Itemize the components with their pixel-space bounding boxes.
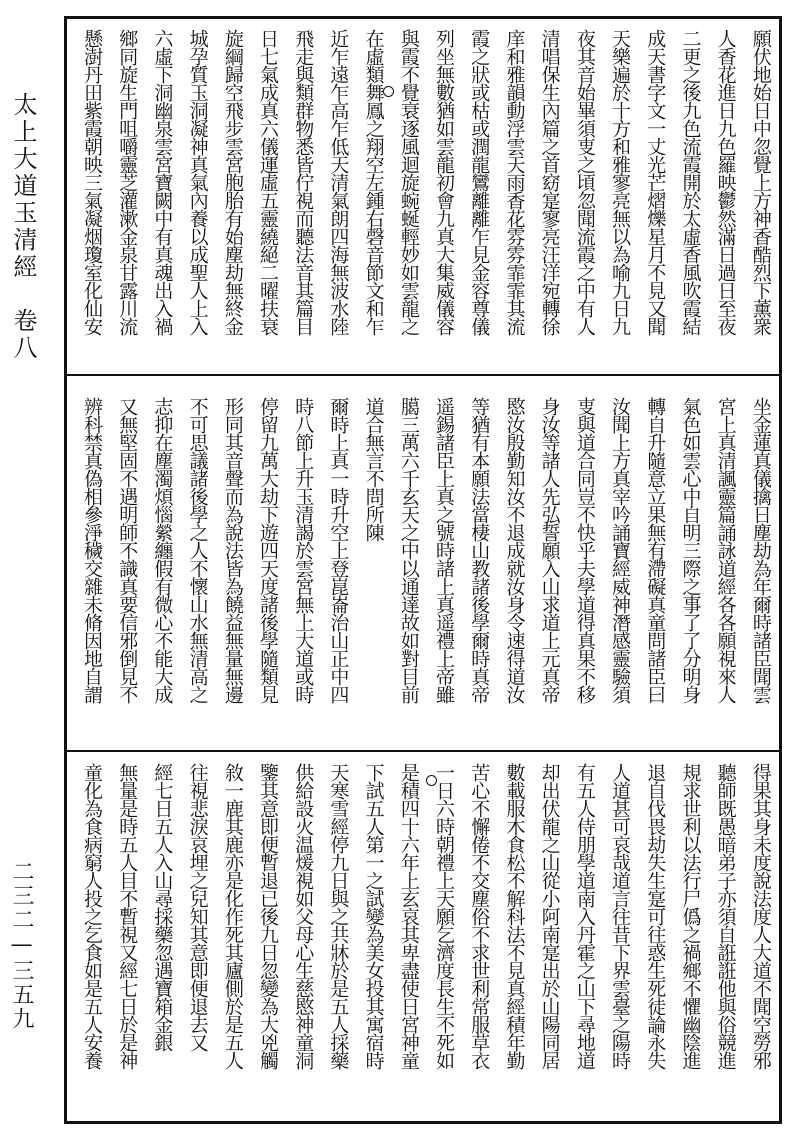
register-divider <box>67 374 779 376</box>
text-column: 却出伏龍之山從小阿南寔出於山陽同居 <box>538 763 561 1069</box>
text-column: 成天書字文一丈光芒熠爍星月不見又聞 <box>644 29 667 335</box>
text-column: 是積四十六年上玄哀其卑盡使日宮神童 <box>397 763 420 1069</box>
text-column: 道合無言不問所陳 <box>362 397 385 541</box>
text-column: 臈三萬六千玄天之中以通達故如對目前 <box>397 397 420 703</box>
text-register-bottom <box>77 763 773 1119</box>
margin-title: 太上大道玉清經 卷八 <box>9 92 37 362</box>
text-register-top <box>77 29 773 367</box>
text-column: 規求世利以法行尸僞之禍鄉不懼幽陰進 <box>679 763 702 1069</box>
text-column: 下試五人第一之試變為美女投其寓宿時 <box>362 763 385 1069</box>
text-column: 在虛類舞鳳之翔空左鍾右磬音節文和乍 <box>362 29 385 335</box>
text-column: 退自伐畏劫失生寔可往惑生死徒論永失 <box>644 763 667 1069</box>
text-column: 愍汝殷勤知汝不退成就汝身令速得道汝 <box>503 397 526 703</box>
text-column: 遥錫諸臣上真之號時諸上真遥禮上帝雖 <box>433 397 456 703</box>
text-column: 清唱保生內篇之首窈寔寥亮汪洋宛轉徐 <box>538 29 561 335</box>
text-column: 六虛下洞幽泉雲宮寶闕中有真魂出入禍 <box>151 29 174 335</box>
text-column: 鄉同旋生門咀嚼靈芝灌漱金泉甘露川流 <box>116 29 139 335</box>
text-column: 形同其音聲而為說法皆為饒益無量無邊 <box>221 397 244 703</box>
text-column: 往視悲淚哀埋之兒知其意即便退去又 <box>186 763 209 1051</box>
text-column: 停留九萬大劫下遊四天度諸後學隨類見 <box>257 397 280 703</box>
text-column: 汝聞上方真宰吟誦寶經威神潛感靈驗須 <box>609 397 632 703</box>
text-column: 與霞不覺衰逐風迴旋蜿蜒輕妙如雲龍之 <box>397 29 420 335</box>
text-column: 日七氣成真六儀運虛五靈繞絕二曜扶衰 <box>257 29 280 335</box>
text-column: 城孕質玉洞凝神真氣內養以成聖人上入 <box>186 29 209 335</box>
text-column: 天樂遍於十方和雅寥亮無以為喻九日九 <box>609 29 632 335</box>
text-column: 二更之後九色流霞開於太虛香風吹霞結 <box>679 29 702 335</box>
text-column: 願伏地始日中忽覺上方神香酷烈下薰衆 <box>749 29 772 335</box>
text-column: 氣色如雲心中自明三際之事了了分明身 <box>679 397 702 703</box>
text-column: 叓與道合同豈不快乎夫學道得真果不移 <box>573 397 596 703</box>
text-column: 有五人侍朋學道南入丹霍之山下尋地道 <box>573 763 596 1069</box>
text-column: 不可思議諸後學之人不懷山水無清高之 <box>186 397 209 703</box>
text-column: 敘一鹿其鹿亦是化作死其廬側於是五人 <box>221 763 244 1069</box>
text-column: 辨科禁真偽相參淨穢交雜未脩因地自謂 <box>81 397 103 703</box>
circle-mark <box>426 775 437 786</box>
page-number: 二三二—三五九 <box>9 860 34 1031</box>
text-register-middle <box>77 397 773 743</box>
text-column: 聽師既愚暗弟子亦須自誑誑他與俗競進 <box>714 763 737 1069</box>
text-column: 得果其身未度說法度人大道不聞空勞邪 <box>749 763 772 1069</box>
text-column: 人香花進日九色羅映鬱然滿日過日至夜 <box>714 29 737 335</box>
text-column: 時八節上升玉清謁於雲宮無上大道或時 <box>292 397 315 703</box>
text-column: 夜其音始畢須叓之頃忽聞流霞之中有人 <box>573 29 596 335</box>
text-column: 供給設火温煖視如父母心生慈愍神童洞 <box>292 763 315 1069</box>
text-column: 一日六時朝禮上天願乞濟度長生不死如 <box>433 763 456 1069</box>
text-column: 無量是時五人目不暫視又經七日於是神 <box>116 763 139 1069</box>
register-divider <box>67 750 779 752</box>
text-column: 人道甚可哀哉道言往昔下界雲臺之陽時 <box>609 763 632 1069</box>
text-column: 身汝等諸人先弘誓願入山求道上元真帝 <box>538 397 561 703</box>
text-column: 轉自升隨意立果無有滯礙真童問諸臣曰 <box>644 397 667 703</box>
text-column: 爾時上真一時升空上登崑崙治山正中四 <box>327 397 350 703</box>
text-column: 志抑在塵濁煩惱縈纏假有微心不能大成 <box>151 397 174 703</box>
text-column: 又無堅固不遇明師不識真要信邪倒見不 <box>116 397 139 703</box>
text-column: 坐金蓮真儀擒日塵劫為年爾時諸臣聞雲 <box>749 397 772 703</box>
text-column: 苦心不懈倦不交塵俗不求世利常服草衣 <box>468 763 491 1069</box>
text-column: 數載服木食松不解科法不見真經積年勤 <box>503 763 526 1069</box>
text-column: 經七日五人入山尋採藥忽遇寶箱金銀 <box>151 763 174 1051</box>
text-column: 懸澍丹田紫霞朝映三氣凝烟瓊室化仙安 <box>81 29 103 335</box>
text-column: 鑒其意即便暫退已後九日忽變為大兇觸 <box>257 763 280 1069</box>
text-column: 旋綱歸空飛步雲宮胞胎有始塵劫無終金 <box>221 29 244 335</box>
text-column: 天寒雪經停九日與之共牀於是五人採藥 <box>327 763 350 1069</box>
text-column: 列坐無數猶如雲龍初會九真大集威儀容 <box>433 29 456 335</box>
text-column: 庠和雅韻動浮雲天雨香花雰雰霏霏其流 <box>503 29 526 335</box>
text-column: 童化為食病窮人投之乞食如是五人安養 <box>81 763 103 1069</box>
page-frame <box>64 16 782 1124</box>
text-column: 宮上真清諷靈篇誦詠道經各各願視來人 <box>714 397 737 703</box>
text-column: 飛走與類群物悉皆佇視而聽法音其篇目 <box>292 29 315 335</box>
text-column: 近乍遠乍高乍低天清氣朗四海無波水陸 <box>327 29 350 335</box>
circle-mark <box>383 86 394 97</box>
text-column: 霞之狀或枯或潤龍鸞離離乍見金容尊儀 <box>468 29 491 335</box>
text-column: 等猶有本願法當棲山教諸後學爾時真帝 <box>468 397 491 703</box>
